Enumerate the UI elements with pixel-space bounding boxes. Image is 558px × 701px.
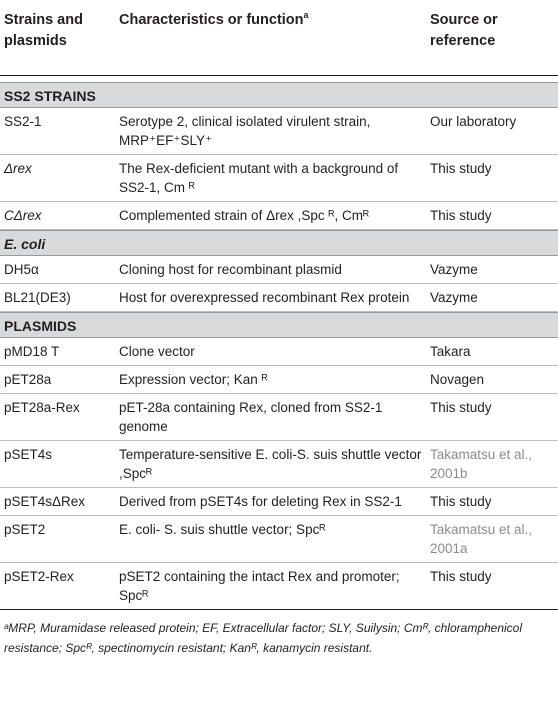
header-strains: Strains and plasmids [4, 12, 83, 49]
plasmid-source: This study [430, 400, 492, 415]
plasmid-source: This study [430, 569, 492, 584]
reference-link[interactable]: Takamatsu et al., 2001a [430, 522, 533, 556]
footnote-marker: a [303, 10, 309, 21]
plasmid-desc: pSET2 containing the intact Rex and promoter; Spcᴿ [119, 569, 400, 603]
strain-desc: The Rex-deficient mutant with a background of SS2-1, Cm ᴿ [119, 161, 399, 195]
table-row [0, 155, 558, 202]
plasmid-name: pSET4s [4, 447, 53, 462]
table-row [0, 256, 558, 284]
strain-desc: Host for overexpressed recombinant Rex protein [119, 290, 410, 305]
strain-source: Vazyme [430, 290, 478, 305]
table-row [0, 394, 558, 441]
table-row [0, 563, 558, 610]
plasmid-name: pSET2-Rex [4, 569, 74, 584]
plasmid-name: pSET4sΔRex [4, 494, 86, 509]
plasmid-name: pET28a [4, 372, 52, 387]
table-row [0, 366, 558, 394]
plasmid-name: pSET2 [4, 522, 46, 537]
plasmid-desc: E. coli- S. suis shuttle vector; Spcᴿ [119, 522, 326, 537]
strain-name: CΔrex [4, 208, 42, 223]
table-row [0, 202, 558, 230]
strain-source: This study [430, 161, 492, 176]
section-plasmids: PLASMIDS [0, 312, 558, 338]
header-source: Source or reference [430, 12, 498, 49]
plasmid-desc: Expression vector; Kan ᴿ [119, 372, 268, 387]
strain-source: Vazyme [430, 262, 478, 277]
table-row [0, 516, 558, 563]
strain-desc: Serotype 2, clinical isolated virulent strain, MRP⁺EF⁺SLY⁺ [119, 114, 371, 148]
strain-name: BL21(DE3) [4, 290, 71, 305]
strain-name: Δrex [4, 161, 32, 176]
plasmid-desc: pET-28a containing Rex, cloned from SS2-1 genome [119, 400, 383, 434]
strain-source: Our laboratory [430, 114, 517, 129]
plasmid-desc: Derived from pSET4s for deleting Rex in SS2-1 [119, 494, 402, 509]
plasmid-source: Takara [430, 344, 471, 359]
header-characteristics [119, 10, 419, 31]
plasmid-source: This study [430, 494, 492, 509]
strain-name: SS2-1 [4, 114, 42, 129]
reference-link[interactable]: Takamatsu et al., 2001b [430, 447, 533, 481]
plasmid-source: Novagen [430, 372, 485, 387]
table-footnote: ᵃMRP, Muramidase released protein; EF, Extracellular factor; SLY, Suilysin; Cmᴿ, chloramphenicol resistance; Spcᴿ, spectinomycin resistant; Kanᴿ, kanamycin resistant. [4, 621, 523, 655]
table-row [0, 338, 558, 366]
strain-source: This study [430, 208, 492, 223]
plasmid-desc: Clone vector [119, 344, 195, 359]
plasmid-name: pMD18 T [4, 344, 60, 359]
strain-desc: Cloning host for recombinant plasmid [119, 262, 342, 277]
section-ss2-strains: SS2 STRAINS [0, 82, 558, 108]
table-row [0, 108, 558, 155]
table-row [0, 284, 558, 312]
strain-desc: Complemented strain of Δrex ,Spc ᴿ, Cmᴿ [119, 208, 370, 223]
table-row [0, 488, 558, 516]
header-characteristics-label: Characteristics or function [119, 12, 304, 28]
strain-name: DH5α [4, 262, 39, 277]
table-header [0, 0, 558, 76]
table-row [0, 441, 558, 488]
plasmid-name: pET28a-Rex [4, 400, 80, 415]
plasmid-desc: Temperature-sensitive E. coli-S. suis shuttle vector ,Spcᴿ [119, 447, 422, 481]
section-e-coli: E. coli [0, 230, 558, 256]
